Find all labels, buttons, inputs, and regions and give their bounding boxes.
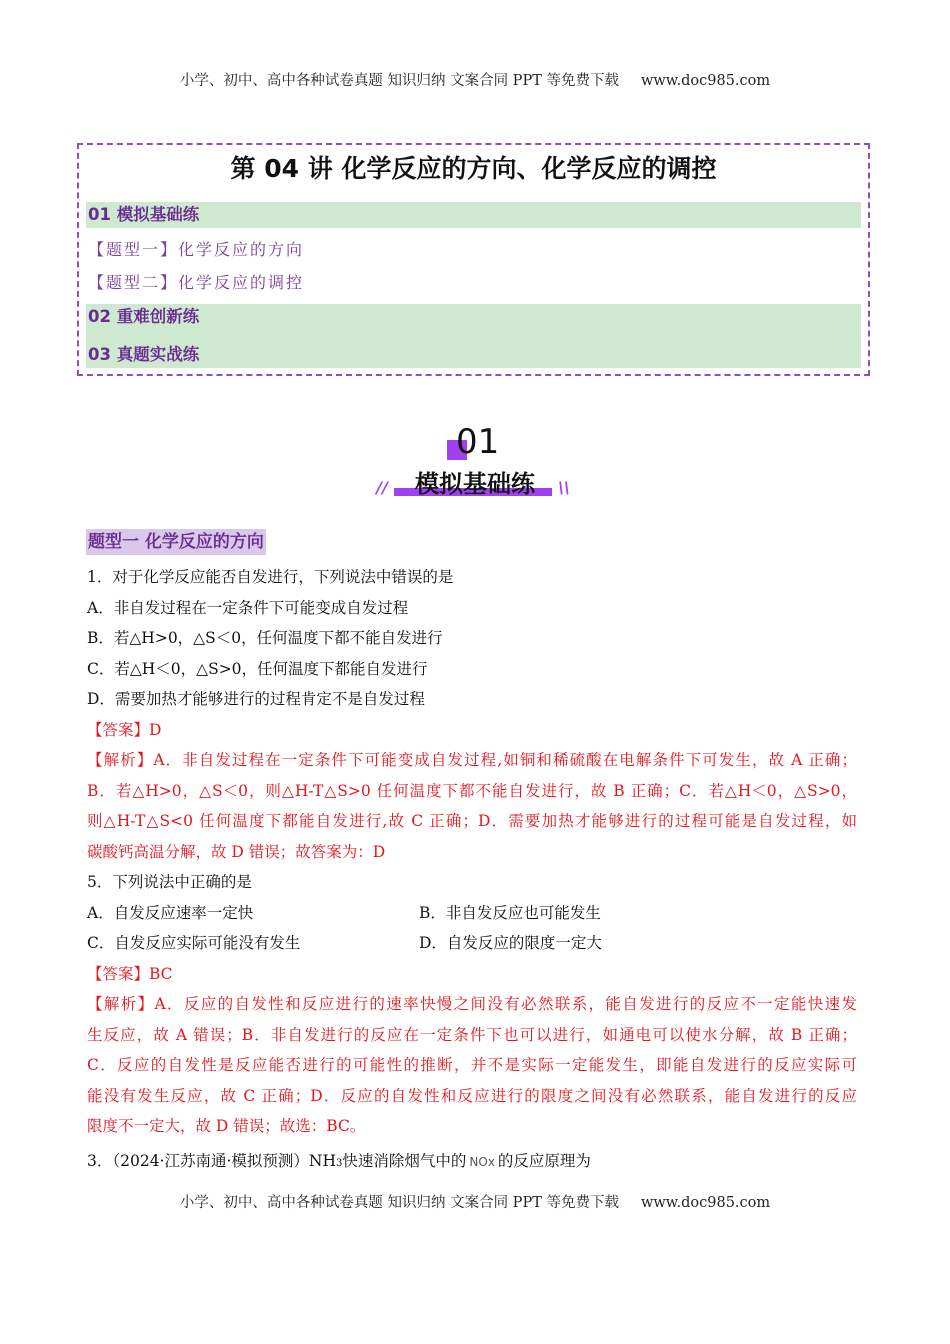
analysis-line: 生反应，故 A 错误；B．非自发进行的反应在一定条件下也可以进行，如通电可以使水分解，故 B 正确；	[87, 1025, 857, 1044]
option: A．自发反应速率一定快	[87, 903, 254, 922]
answer: 【答案】BC	[87, 964, 173, 983]
question-stem	[87, 1146, 857, 1177]
badge-label: 模拟基础练	[415, 470, 535, 498]
option: B．非自发反应也可能发生	[419, 903, 601, 922]
option: C．若△H＜0，△S>0，任何温度下都能自发进行	[87, 659, 428, 678]
analysis-line: 【解析】A．反应的自发性和反应进行的速率快慢之间没有必然联系，能自发进行的反应不一定能快速发	[87, 995, 857, 1013]
question-content	[87, 562, 857, 1176]
footer-text: 小学、初中、高中各种试卷真题 知识归纳 文案合同 PPT 等免费下载	[179, 1195, 619, 1211]
question-stem: 5．下列说法中正确的是	[87, 873, 252, 891]
analysis-line: 限度不一定大，故 D 错误；故选：BC。	[87, 1117, 366, 1135]
table-of-contents	[77, 143, 870, 376]
header-url[interactable]: www.doc985.com	[640, 73, 771, 89]
analysis-line: 【解析】A．非自发过程在一定条件下可能变成自发过程,如铜和稀硫酸在电解条件下可发生，故 A 正确；	[87, 751, 857, 769]
option: D．自发反应的限度一定大	[419, 934, 602, 952]
slash-decoration-left: //	[376, 478, 388, 497]
toc-item-type2[interactable]: 【题型二】化学反应的调控	[88, 273, 305, 292]
analysis-line: B．若△H>0，△S＜0，则△H-T△S>0 任何温度下都不能自发进行，故 B 正确；C．若△H＜0，△S>0，	[87, 781, 857, 800]
option: D．需要加热才能够进行的过程肯定不是自发过程	[87, 690, 425, 708]
section-badge	[370, 420, 580, 510]
page-footer	[0, 1191, 950, 1212]
stem-suffix: 的反应原理为	[497, 1151, 591, 1170]
page-header	[0, 69, 950, 90]
analysis-line: 碳酸钙高温分解，故 D 错误；故答案为：D	[87, 842, 386, 861]
analysis-line: 则△H-T△S<0 任何温度下都能自发进行,故 C 正确；D．需要加热才能够进行的过程可能是自发过程，如	[87, 812, 857, 830]
stem-middle: 快速消除烟气中的	[342, 1151, 467, 1170]
toc-item-01[interactable]: 01 模拟基础练	[86, 202, 861, 228]
toc-item-02[interactable]: 02 重难创新练	[86, 304, 861, 342]
section-heading: 题型一 化学反应的方向	[86, 529, 266, 555]
header-text: 小学、初中、高中各种试卷真题 知识归纳 文案合同 PPT 等免费下载	[179, 73, 619, 89]
badge-number: 01	[456, 422, 500, 462]
page-title: 第 04 讲 化学反应的方向、化学反应的调控	[230, 154, 717, 183]
subscript: 3	[336, 1157, 343, 1169]
analysis-line: 能没有发生反应，故 C 正确；D．反应的自发性和反应进行的限度之间没有必然联系，能自发进行的反应	[87, 1086, 857, 1105]
question-stem: 1．对于化学反应能否自发进行，下列说法中错误的是	[87, 568, 454, 586]
slash-decoration-right: \\	[558, 478, 570, 497]
footer-url[interactable]: www.doc985.com	[640, 1195, 771, 1211]
option: B．若△H>0，△S＜0，任何温度下都不能自发进行	[87, 629, 443, 647]
option: A．非自发过程在一定条件下可能变成自发过程	[87, 598, 409, 617]
toc-item-03[interactable]: 03 真题实战练	[86, 342, 861, 368]
answer: 【答案】D	[87, 720, 162, 739]
option: C．自发反应实际可能没有发生	[87, 934, 301, 952]
analysis-line: C．反应的自发性是反应能否进行的可能性的推断，并不是实际一定能发生，即能自发进行的反应实际可	[87, 1056, 857, 1074]
stem-prefix: 3．（2024·江苏南通·模拟预测）NH	[87, 1151, 336, 1170]
toc-item-type1[interactable]: 【题型一】化学反应的方向	[88, 240, 305, 259]
formula-image: NOx	[469, 1154, 495, 1169]
